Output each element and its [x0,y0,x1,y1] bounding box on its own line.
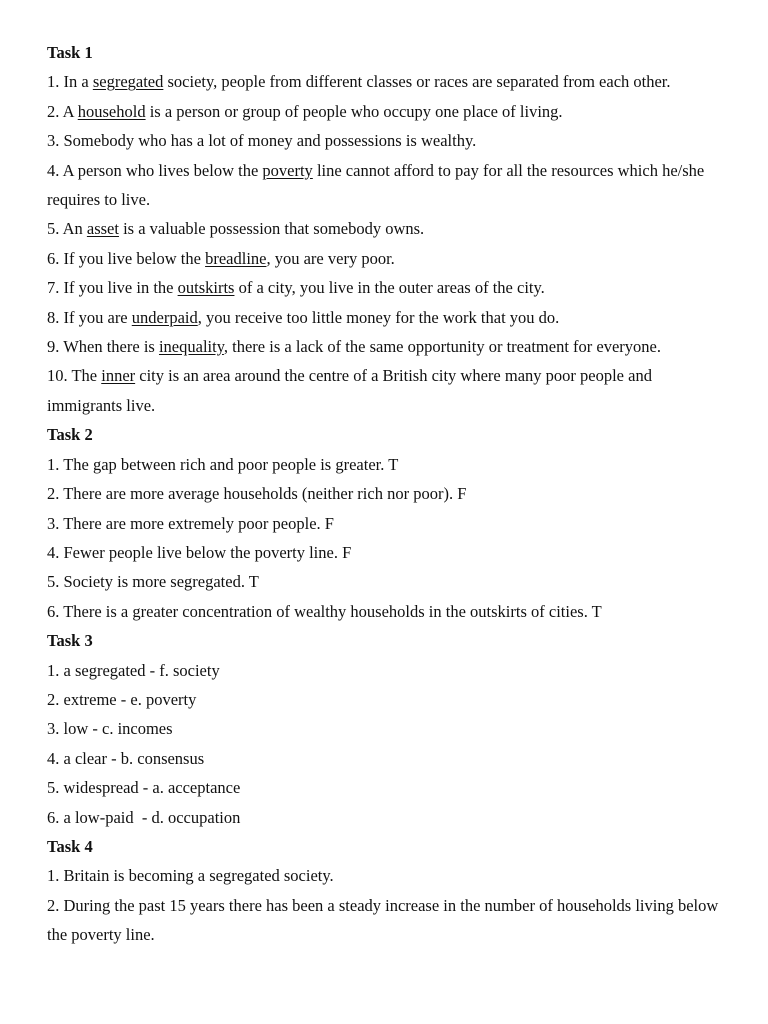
vocab-word: asset [86,219,119,239]
task-2-item-1: 1. The gap between rich and poor people is greater. T [47,454,399,474]
vocab-word: inner [101,366,136,386]
task-1-item-2: 2. A household is a person or group of people who occupy one place of living. [47,101,563,121]
vocab-word: underpaid [131,307,198,327]
task-3-item-5: 5. widespread - a. acceptance [47,778,241,798]
task-2-item-3: 3. There are more extremely poor people. F [47,513,334,533]
vocab-word: inequality [158,337,224,357]
task-3-item-4: 4. a clear - b. consensus [47,748,205,768]
task-1-title: Task 1 [47,43,93,62]
task-2-item-2: 2. There are more average households (neither rich nor poor). F [47,484,467,504]
task-1-item-3: 3. Somebody who has a lot of money and possessions is wealthy. [47,131,477,151]
vocab-word: segregated [92,72,164,92]
task-1-item-7: 7. If you live in the outskirts of a city, you live in the outer areas of the city. [47,278,545,298]
task-3-item-3: 3. low - c. incomes [47,719,173,739]
task-3-item-2: 2. extreme - e. poverty [47,689,197,709]
task-2-item-6: 6. There is a greater concentration of wealthy households in the outskirts of cities. T [47,601,602,621]
vocab-word: outskirts [177,278,235,298]
task-1-item-8: 8. If you are underpaid, you receive too little money for the work that you do. [47,307,560,327]
task-1-item-10: 10. The inner city is an area around the centre of a British city where many poor people and immigrants live. [47,366,652,415]
task-4-item-2: 2. During the past 15 years there has been a steady increase in the number of households living below the poverty line. [47,895,719,945]
vocab-word: household [77,101,146,121]
task-1-item-5: 5. An asset is a valuable possession that somebody owns. [47,219,425,239]
task-4-title: Task 4 [47,836,93,856]
task-3-item-1: 1. a segregated - f. society [47,660,220,680]
task-1-item-1: 1. In a segregated society, people from different classes or races are separated from each other. [47,72,671,92]
task-1-item-9: 9. When there is inequality, there is a lack of the same opportunity or treatment for everyone. [47,337,661,357]
task-2-item-5: 5. Society is more segregated. T [47,572,259,592]
task-1-item-4: 4. A person who lives below the poverty line cannot afford to pay for all the resources which he/she requires to live. [47,160,705,210]
task-2-item-4: 4. Fewer people live below the poverty line. F [47,542,352,562]
task-2-title: Task 2 [47,425,93,445]
task-3-title: Task 3 [47,631,93,651]
task-3-item-6: 6. a low-paid - d. occupation [47,807,241,827]
vocab-word: breadline [205,248,267,268]
vocab-word: poverty [262,160,313,180]
task-4-item-1: 1. Britain is becoming a segregated society. [47,866,334,886]
task-1-item-6: 6. If you live below the breadline, you are very poor. [47,248,395,268]
